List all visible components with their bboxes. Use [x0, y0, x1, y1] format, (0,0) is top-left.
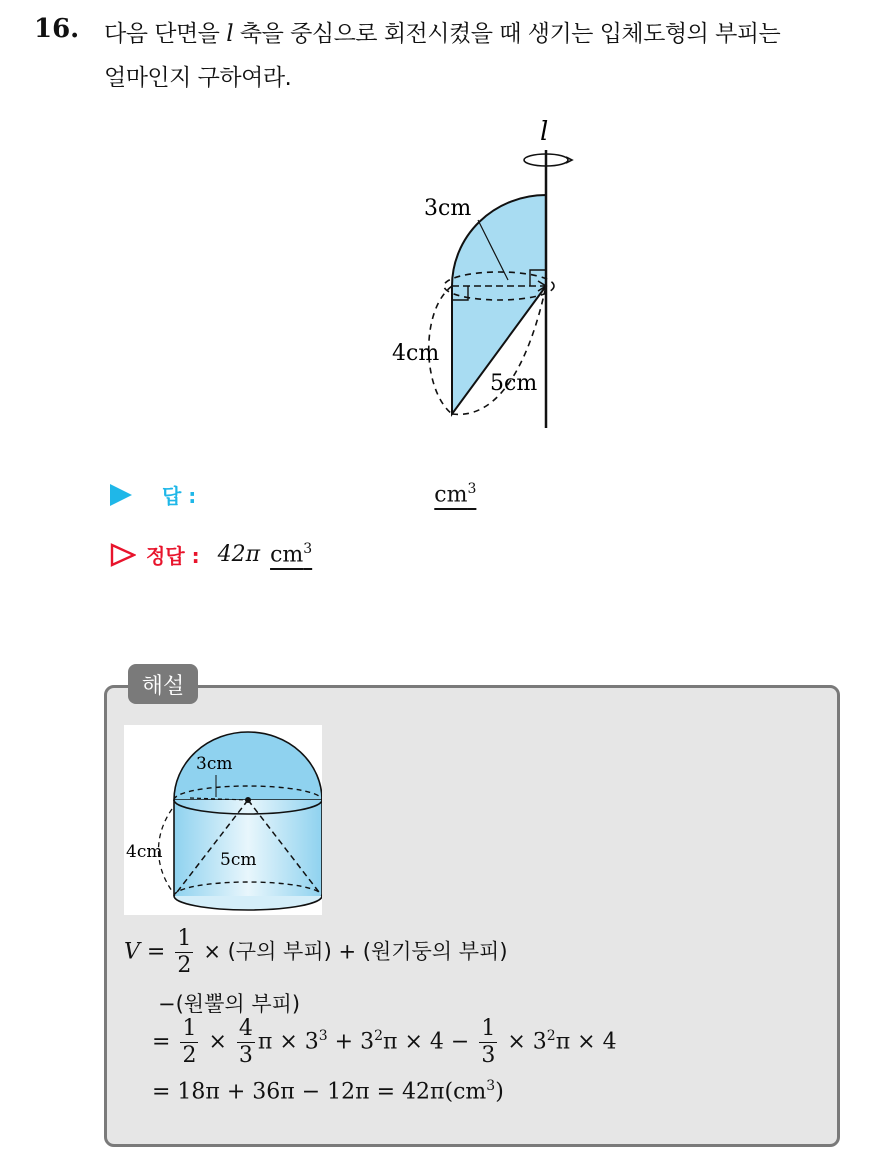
- question-number: 16.: [34, 14, 80, 44]
- correct-answer-row: [110, 540, 312, 569]
- answer-triangle-icon: [110, 484, 132, 506]
- answer-label: 답 :: [162, 484, 197, 508]
- math-line-1: V = $\frac{1}{2}$ × (구의 부피) + (원기둥의 부피): [124, 926, 508, 978]
- math-line-3: = $\frac{1}{2}$ × $\frac{4}{3}$ $\pi \times 3^3 + 3^2\pi \times 4$ − $\frac{1}{3}$ × $3^2\pi \times 4$: [152, 1016, 617, 1068]
- explanation-tag: 해설: [128, 664, 198, 704]
- question-text-c: 얼마인지 구하여라.: [104, 65, 292, 91]
- math-line-2: −(원뿔의 부피): [158, 992, 301, 1016]
- fraction-half: $\frac{1}{2}$: [177, 926, 192, 978]
- solid-figure: [124, 725, 322, 915]
- question-text-a: 다음 단면을: [104, 21, 227, 47]
- axis-label: l: [540, 117, 549, 147]
- axis-symbol: l: [226, 21, 234, 47]
- outline-triangle-icon: [110, 543, 136, 567]
- radius-label: 3cm: [424, 196, 472, 221]
- question-text-b: 축을 중심으로 회전시켰을 때 생기는 입체도형의 부피는: [233, 21, 781, 47]
- slant-label: 5cm: [490, 371, 538, 396]
- cross-section-figure: [380, 110, 580, 440]
- correct-answer-unit: $cm^3$: [270, 541, 313, 568]
- answer-row: [110, 480, 476, 509]
- answer-unit[interactable]: $cm^3$: [434, 481, 477, 508]
- question-text: [104, 12, 874, 100]
- solid-radius-label: 3cm: [196, 754, 233, 774]
- correct-answer-value: 42π: [217, 542, 261, 567]
- solid-height-label: 4cm: [126, 842, 163, 862]
- math-line-4: = $18\pi + 36\pi - 12\pi = 42\pi(cm^3)$: [152, 1078, 504, 1105]
- correct-answer-label: 정답 :: [146, 544, 200, 568]
- height-label: 4cm: [392, 341, 440, 366]
- solid-slant-label: 5cm: [220, 850, 257, 870]
